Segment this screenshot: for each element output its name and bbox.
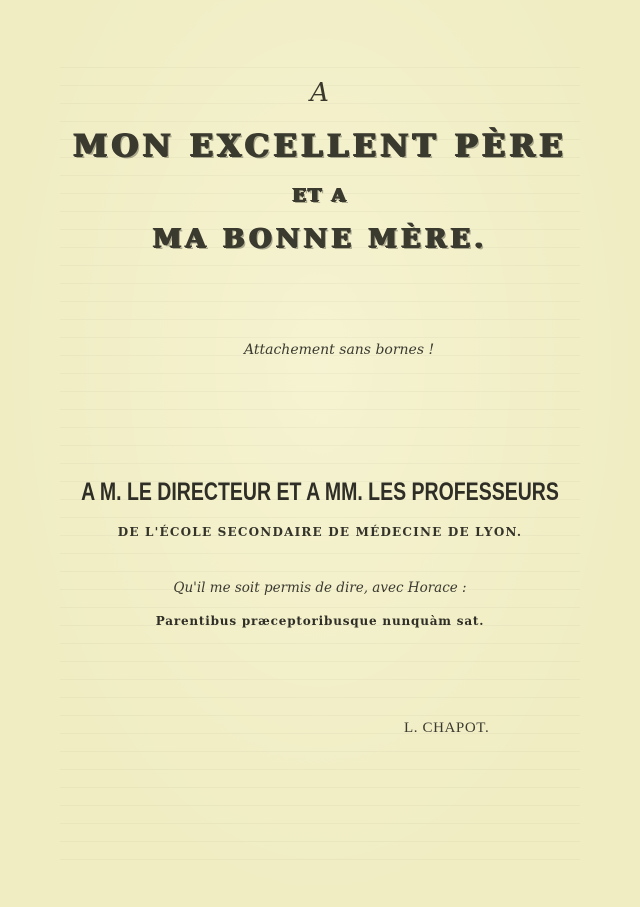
author-signature: L. CHAPOT. (404, 720, 490, 736)
dedication-line-father: MON EXCELLENT PÈRE (73, 128, 567, 164)
latin-quote: Parentibus præceptoribusque nunquàm sat. (155, 614, 485, 628)
dedication-line-and: ET A (292, 185, 348, 206)
motto-text: Attachement sans bornes ! (244, 342, 435, 358)
horace-quote-intro: Qu'il me soit permis de dire, avec Horace : (173, 580, 467, 596)
bleed-through-texture (60, 60, 580, 860)
dedication-a: A (310, 78, 330, 108)
dedication-line-mother: MA BONNE MÈRE. (152, 224, 488, 254)
school-subheading: DE L'ÉCOLE SECONDAIRE DE MÉDECINE DE LYON. (117, 525, 523, 539)
professors-heading: A M. LE DIRECTEUR ET A MM. LES PROFESSEURS (81, 478, 559, 506)
